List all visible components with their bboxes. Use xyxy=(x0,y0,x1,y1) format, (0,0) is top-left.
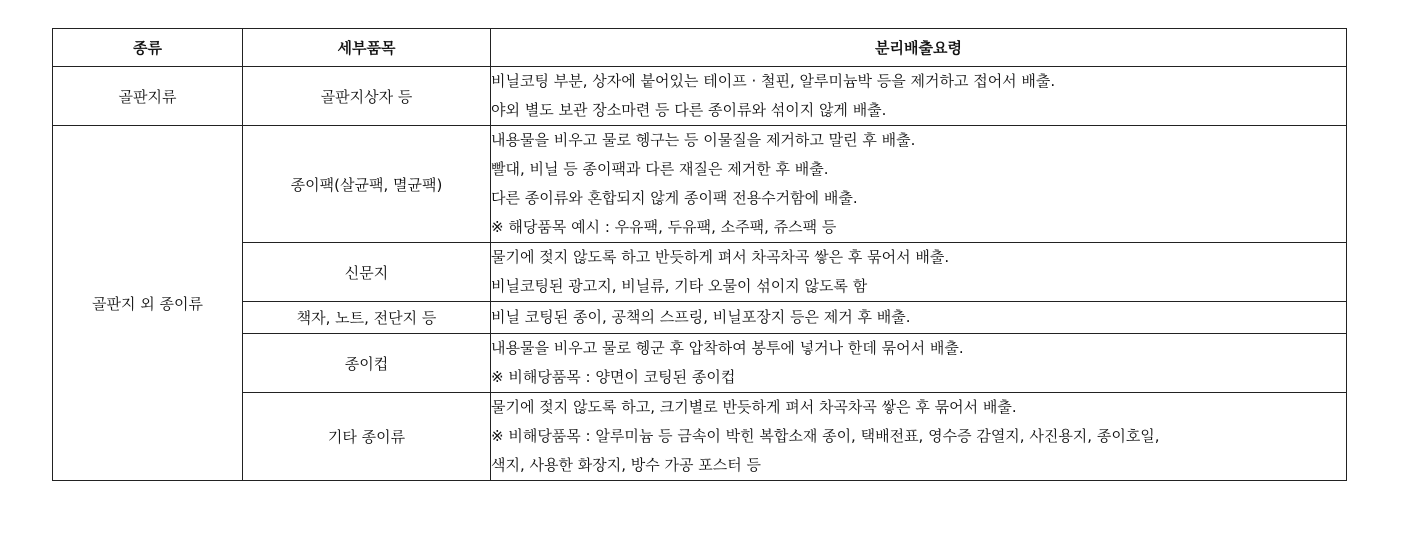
guide-line: 비닐 코팅된 종이, 공책의 스프링, 비닐포장지 등은 제거 후 배출. xyxy=(491,308,911,326)
guide-line: 야외 별도 보관 장소마련 등 다른 종이류와 섞이지 않게 배출. xyxy=(491,101,887,119)
table-row xyxy=(53,302,1347,334)
header-category: 종류 xyxy=(53,29,243,67)
category-cell: 골판지류 xyxy=(53,67,243,126)
table-row xyxy=(53,67,1347,126)
guide-line: 내용물을 비우고 물로 헹군 후 압착하여 봉투에 넣거나 한데 묶어서 배출. xyxy=(491,339,964,357)
guide-line: ※ 비해당품목 : 양면이 코팅된 종이컵 xyxy=(491,368,736,386)
item-cell: 기타 종이류 xyxy=(243,393,491,481)
item-cell: 신문지 xyxy=(243,243,491,302)
guide-line: 물기에 젖지 않도록 하고, 크기별로 반듯하게 펴서 차곡차곡 쌓은 후 묶어서 배출. xyxy=(491,398,1017,416)
guide-line: 빨대, 비닐 등 종이팩과 다른 재질은 제거한 후 배출. xyxy=(491,160,829,178)
table-row xyxy=(53,334,1347,393)
item-cell: 종이팩(살균팩, 멸균팩) xyxy=(243,126,491,243)
guide-line: ※ 비해당품목 : 알루미늄 등 금속이 박힌 복합소재 종이, 택배전표, 영수증 감열지, 사진용지, 종이호일, xyxy=(491,427,1160,445)
guide-line: 비닐코팅된 광고지, 비닐류, 기타 오물이 섞이지 않도록 함 xyxy=(491,277,868,295)
guide-line: 물기에 젖지 않도록 하고 반듯하게 펴서 차곡차곡 쌓은 후 묶어서 배출. xyxy=(491,248,950,266)
guide-line: 내용물을 비우고 물로 헹구는 등 이물질을 제거하고 말린 후 배출. xyxy=(491,131,916,149)
guide-cell xyxy=(491,393,1347,481)
item-cell: 종이컵 xyxy=(243,334,491,393)
guide-cell xyxy=(491,126,1347,243)
recycling-guide-table xyxy=(52,28,1347,481)
guide-line: 색지, 사용한 화장지, 방수 가공 포스터 등 xyxy=(491,456,761,474)
guide-cell xyxy=(491,302,1347,334)
guide-line: 다른 종이류와 혼합되지 않게 종이팩 전용수거함에 배출. xyxy=(491,189,858,207)
guide-cell xyxy=(491,243,1347,302)
item-cell: 책자, 노트, 전단지 등 xyxy=(243,302,491,334)
table-row xyxy=(53,126,1347,243)
item-cell: 골판지상자 등 xyxy=(243,67,491,126)
guide-cell xyxy=(491,334,1347,393)
table-row xyxy=(53,243,1347,302)
guide-line: 비닐코팅 부분, 상자에 붙어있는 테이프 · 철핀, 알루미늄박 등을 제거하고 접어서 배출. xyxy=(491,72,1056,90)
table-row xyxy=(53,393,1347,481)
header-guide: 분리배출요령 xyxy=(491,29,1347,67)
guide-cell xyxy=(491,67,1347,126)
header-item: 세부품목 xyxy=(243,29,491,67)
guide-line: ※ 해당품목 예시 : 우유팩, 두유팩, 소주팩, 쥬스팩 등 xyxy=(491,218,837,236)
category-cell: 골판지 외 종이류 xyxy=(53,126,243,481)
header-row xyxy=(53,29,1347,67)
